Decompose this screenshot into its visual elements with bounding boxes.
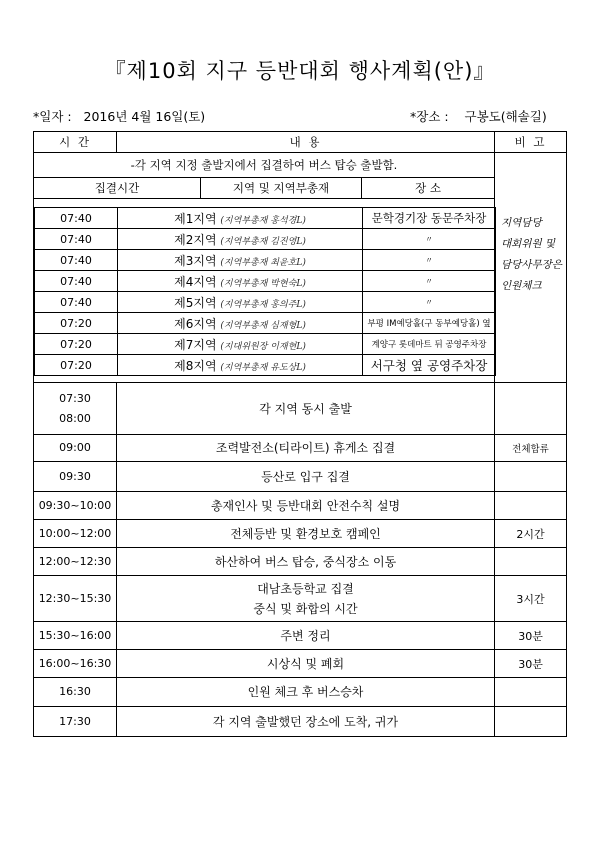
region-name: 제3지역 [174,253,217,268]
region-time: 07:40 [35,250,118,271]
schedule-remark: 30분 [495,650,567,678]
place-label: *장소 : [410,109,449,124]
schedule-table [33,131,567,737]
region-cell [118,208,363,229]
region-time: 07:20 [35,334,118,355]
region-name: 제5지역 [174,295,217,310]
region-time: 07:20 [35,313,118,334]
region-place: 문학경기장 동문주차장 [363,208,496,229]
schedule-content: 각 지역 동시 출발 [117,383,495,435]
region-name: 제1지역 [174,211,217,226]
region-time: 07:40 [35,271,118,292]
schedule-time: 09:30~10:00 [34,492,117,520]
remark-note-line: 인원체크 [501,280,542,292]
schedule-row [34,520,567,548]
region-place: 〃 [363,292,496,313]
schedule-time: 07:30 08:00 [34,383,117,435]
header-time: 시 간 [34,132,117,153]
region-place: 계양구 롯데마트 뒤 공영주차장 [363,334,496,355]
date-info [33,107,205,125]
schedule-time: 09:00 [34,435,117,462]
schedule-time: 10:00~12:00 [34,520,117,548]
place-value: 구봉도(해솔길) [464,109,547,124]
schedule-time: 16:00~16:30 [34,650,117,678]
sub-header-place: 장 소 [362,178,495,199]
date-label: *일자 : [33,109,72,124]
notice-row [34,153,567,178]
remark-note-line: 담당사무장은 [501,259,562,271]
region-row [35,271,496,292]
sub-header-gather-time: 집결시간 [34,178,201,199]
schedule-row [34,707,567,737]
schedule-remark: 30분 [495,622,567,650]
region-cell [118,271,363,292]
schedule-time: 12:00~12:30 [34,548,117,576]
region-cell [118,292,363,313]
sub-header-row [34,178,567,199]
region-row [35,355,496,376]
region-director: (지역부총재 홍의주L) [220,299,306,310]
schedule-row [34,462,567,492]
region-director: (지역부총재 최윤호L) [220,257,306,268]
region-director: (지역부총재 박현숙L) [220,278,306,289]
schedule-row [34,650,567,678]
schedule-content: 등산로 입구 집결 [117,462,495,492]
schedule-row [34,622,567,650]
schedule-row [34,492,567,520]
region-director: (지역부총재 김진영L) [220,236,306,247]
schedule-content: 주변 정리 [117,622,495,650]
notice-text: -각 지역 지정 출발지에서 집결하여 버스 탑승 출발함. [34,153,495,178]
region-row [35,229,496,250]
schedule-remark [495,707,567,737]
sub-header-region: 지역 및 지역부총재 [201,178,362,199]
schedule-row [34,678,567,707]
regions-table [34,207,496,376]
schedule-remark [495,678,567,707]
schedule-remark [495,462,567,492]
region-time: 07:40 [35,208,118,229]
region-row [35,313,496,334]
table-header [34,132,567,153]
region-name: 제8지역 [174,358,217,373]
region-row [35,208,496,229]
schedule-content: 각 지역 출발했던 장소에 도착, 귀가 [117,707,495,737]
schedule-content: 시상식 및 폐회 [117,650,495,678]
region-director: (지역부총재 홍석경L) [220,215,306,226]
region-cell [118,250,363,271]
region-name: 제4지역 [174,274,217,289]
region-name: 제6지역 [174,316,217,331]
regions-block [34,199,495,383]
region-time: 07:40 [35,292,118,313]
region-place: 〃 [363,229,496,250]
schedule-content: 총재인사 및 등반대회 안전수칙 설명 [117,492,495,520]
region-place: 〃 [363,271,496,292]
region-place: 〃 [363,250,496,271]
region-row [35,250,496,271]
region-cell [118,334,363,355]
schedule-time: 16:30 [34,678,117,707]
schedule-time: 17:30 [34,707,117,737]
page-title: 『제10회 지구 등반대회 행사계획(안)』 [104,59,496,83]
regions-row [34,199,567,383]
region-place: 서구청 옆 공영주차장 [363,355,496,376]
region-time: 07:20 [35,355,118,376]
region-director: (지역부총재 심재형L) [220,320,306,331]
schedule-row [34,383,567,435]
schedule-remark [495,548,567,576]
region-cell [118,313,363,334]
schedule-content: 조력발전소(티라이트) 휴게소 집결 [117,435,495,462]
schedule-row [34,435,567,462]
schedule-time: 15:30~16:00 [34,622,117,650]
remark-note-line: 대회위원 및 [501,238,556,250]
schedule-remark [495,383,567,435]
remark-note-line: 지역담당 [501,217,542,229]
schedule-row [34,548,567,576]
region-cell [118,355,363,376]
remark-note [495,153,567,383]
header-content: 내 용 [117,132,495,153]
schedule-row [34,576,567,622]
schedule-remark: 2시간 [495,520,567,548]
date-value: 2016년 4월 16일(토) [83,109,206,124]
region-time: 07:40 [35,229,118,250]
schedule-content: 전체등반 및 환경보호 캠페인 [117,520,495,548]
region-director: (지대위원장 이재현L) [220,341,306,352]
region-name: 제2지역 [174,232,217,247]
region-director: (지역부총재 유도상L) [220,362,306,373]
schedule-content: 대남초등학교 집결 중식 및 화합의 시간 [117,576,495,622]
schedule-content: 인원 체크 후 버스승차 [117,678,495,707]
schedule-time: 12:30~15:30 [34,576,117,622]
schedule-content: 하산하여 버스 탑승, 중식장소 이동 [117,548,495,576]
region-cell [118,229,363,250]
schedule-time: 09:30 [34,462,117,492]
schedule-remark: 3시간 [495,576,567,622]
region-place: 부평 IM예당홀(구 동부예당홀) 옆 [363,313,496,334]
place-info [410,107,547,125]
header-remark: 비 고 [495,132,567,153]
schedule-remark [495,492,567,520]
region-row [35,334,496,355]
schedule-remark: 전체합류 [495,435,567,462]
region-name: 제7지역 [174,337,217,352]
region-row [35,292,496,313]
